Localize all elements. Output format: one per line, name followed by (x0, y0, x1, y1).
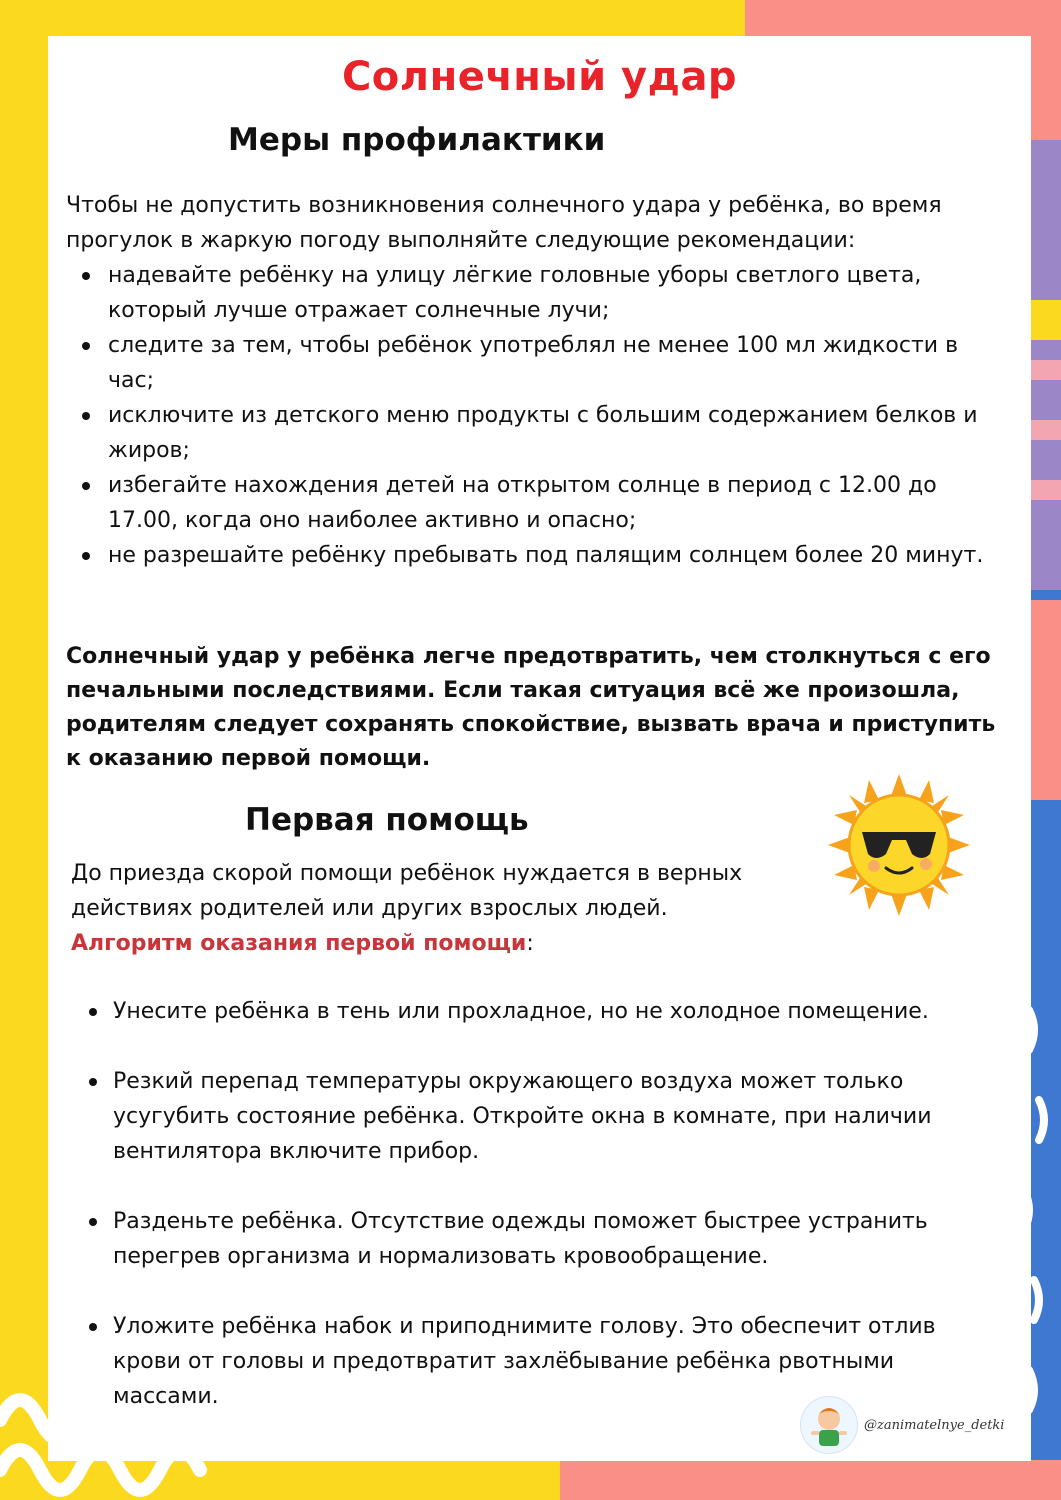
decor-bottom-strip (560, 1460, 1061, 1500)
first-aid-intro: До приезда скорой помощи ребёнок нуждается в верных действиях родителей или других взрослых людей. Алгоритм оказания первой помощи: (71, 861, 743, 956)
list-item: не разрешайте ребёнку пребывать под палящим солнцем более 20 минут. (66, 538, 1006, 573)
list-item: избегайте нахождения детей на открытом солнце в период с 12.00 до 17.00, когда оно наиболее активно и опасно; (66, 468, 1006, 538)
warning-text: Солнечный удар у ребёнка легче предотвратить, чем столкнуться с его печальными последствиями. Если такая ситуация всё же произошла, родителям следует сохранять спокойствие, вызвать врача и приступить к оказанию первой помощи. (66, 644, 996, 771)
page-title: Солнечный удар (341, 54, 738, 100)
first-aid-heading: Первая помощь (245, 802, 529, 838)
list-item: следите за тем, чтобы ребёнок употреблял не менее 100 мл жидкости в час; (66, 328, 1006, 398)
list-item: Разденьте ребёнка. Отсутствие одежды поможет быстрее устранить перегрев организма и нормализовать кровообращение. (71, 1204, 991, 1274)
content-sheet (48, 36, 1031, 1461)
algorithm-label: Алгоритм оказания первой помощи (71, 931, 527, 956)
child-avatar-icon (800, 1396, 858, 1454)
sun-with-sunglasses-icon (824, 770, 974, 920)
prevention-list (66, 258, 1006, 573)
author-badge (800, 1396, 1010, 1454)
list-item: надевайте ребёнку на улицу лёгкие головные уборы светлого цвета, который лучше отражает солнечные лучи; (66, 258, 1006, 328)
first-aid-steps (71, 994, 991, 1449)
list-item: Резкий перепад температуры окружающего воздуха может только усугубить состояние ребёнка. Откройте окна в комнате, при наличии вентилятора включите прибор. (71, 1064, 991, 1169)
list-item: Унесите ребёнка в тень или прохладное, но не холодное помещение. (71, 994, 991, 1029)
prevention-intro: Чтобы не допустить возникновения солнечного удара у ребёнка, во время прогулок в жаркую погоду выполняйте следующие рекомендации: (66, 193, 942, 253)
list-item: исключите из детского меню продукты с большим содержанием белков и жиров; (66, 398, 1006, 468)
author-handle: @zanimatelnye_detki (864, 1417, 1005, 1433)
prevention-heading: Меры профилактики (228, 122, 606, 158)
list-item: Уложите ребёнка набок и приподнимите голову. Это обеспечит отлив крови от головы и предотвратит захлёбывание ребёнка рвотными массами. (71, 1309, 991, 1414)
